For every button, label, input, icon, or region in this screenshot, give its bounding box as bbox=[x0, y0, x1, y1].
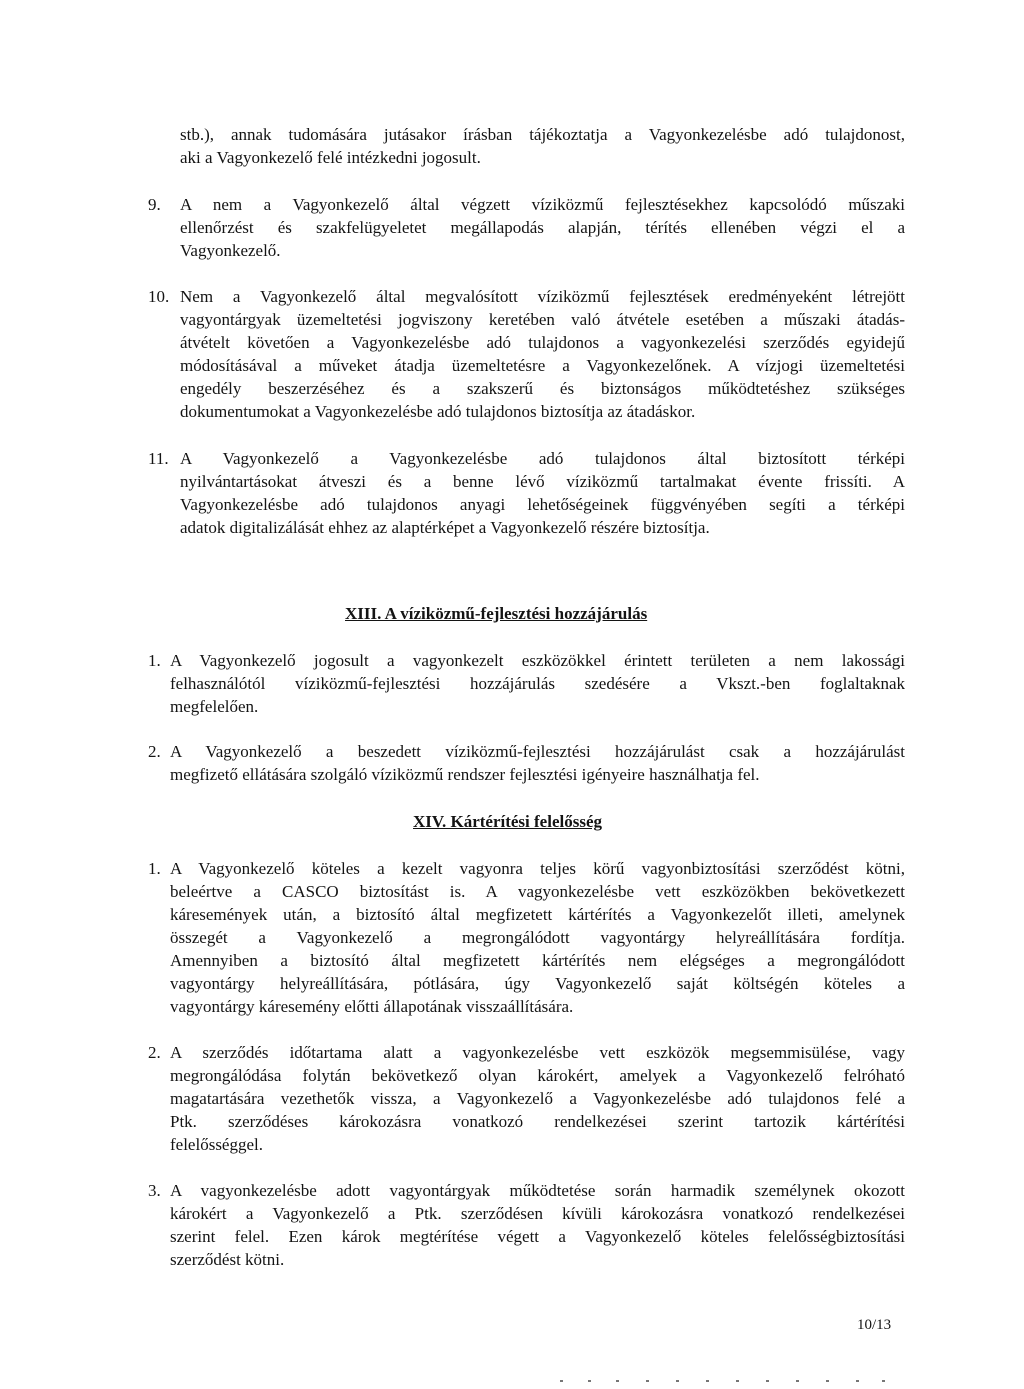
paragraph-line: engedély beszerzéséhez és a szakszerű és biztonságos működtetéshez szükséges bbox=[180, 379, 905, 398]
item-number: 1. bbox=[148, 859, 161, 878]
paragraph-line: szerint felel. Ezen károk megtérítése végett a Vagyonkezelő köteles felelősségbiztosítási bbox=[170, 1227, 905, 1246]
paragraph-line: adatok digitalizálását ehhez az alaptérképet a Vagyonkezelő részére biztosítja. bbox=[180, 518, 710, 537]
paragraph-line: A Vagyonkezelő jogosult a vagyonkezelt eszközökkel érintett területen a nem lakossági bbox=[170, 651, 905, 670]
item-number: 2. bbox=[148, 1043, 161, 1062]
paragraph-line: A vagyonkezelésbe adott vagyontárgyak működtetése során harmadik személynek okozott bbox=[170, 1181, 905, 1200]
paragraph-line: vagyontárgyak üzemeltetési jogviszony keretében való átvétele esetében a műszaki átadás- bbox=[180, 310, 905, 329]
paragraph-line: ellenőrzést és szakfelügyeletet megállapodás alapján, térítés ellenében végzi el a bbox=[180, 218, 905, 237]
paragraph-line: stb.), annak tudomására jutásakor írásban tájékoztatja a Vagyonkezelésbe adó tulajdonost, bbox=[180, 125, 905, 144]
item-number: 2. bbox=[148, 742, 161, 761]
paragraph-line: Ptk. szerződéses károkozásra vonatkozó rendelkezései szerint tartozik kártérítési bbox=[170, 1112, 905, 1131]
paragraph-line: A Vagyonkezelő a beszedett víziközmű-fejlesztési hozzájárulást csak a hozzájárulást bbox=[170, 742, 905, 761]
paragraph-line: károkért a Vagyonkezelő a Ptk. szerződésen kívüli károkozásra vonatkozó rendelkezései bbox=[170, 1204, 905, 1223]
paragraph-line: megfelelően. bbox=[170, 697, 259, 716]
paragraph-line: A Vagyonkezelő a Vagyonkezelésbe adó tulajdonos által biztosított térképi bbox=[180, 449, 905, 468]
paragraph-line: felhasználótól víziközmű-fejlesztési hozzájárulás szedésére a Vkszt.-ben foglaltaknak bbox=[170, 674, 905, 693]
paragraph-line: szerződést kötni. bbox=[170, 1250, 285, 1269]
paragraph-line: beleértve a CASCO biztosítást is. A vagyonkezelésbe vett eszközökben bekövetkezett bbox=[170, 882, 905, 901]
paragraph-line: Nem a Vagyonkezelő által megvalósított víziközmű fejlesztések eredményeként létrejött bbox=[180, 287, 905, 306]
paragraph-line: nyilvántartásokat átveszi és a benne lévő víziközmű tartalmakat évente frissíti. A bbox=[180, 472, 905, 491]
paragraph-line: A nem a Vagyonkezelő által végzett víziközmű fejlesztésekhez kapcsolódó műszaki bbox=[180, 195, 905, 214]
paragraph-line: megrongálódása folytán bekövetkező olyan károkért, amelyek a Vagyonkezelő felróható bbox=[170, 1066, 905, 1085]
paragraph-line: Amennyiben a biztosító által megfizetett kártérítés nem elégséges a megrongálódott bbox=[170, 951, 905, 970]
page-number: 10/13 bbox=[857, 1317, 892, 1333]
paragraph-line: összegét a Vagyonkezelő a megrongálódott vagyontárgy helyreállítására fordítja. bbox=[170, 928, 905, 947]
paragraph-line: megfizető ellátására szolgáló víziközmű rendszer fejlesztési igényeire használhatja fel. bbox=[170, 765, 760, 784]
item-number: 1. bbox=[148, 651, 161, 670]
paragraph-line: átvételt követően a Vagyonkezelésbe adó tulajdonos a vagyonkezelési szerződés egyidejű bbox=[180, 333, 905, 352]
paragraph-line: dokumentumokat a Vagyonkezelésbe adó tulajdonos biztosítja az átadáskor. bbox=[180, 402, 696, 421]
paragraph-line: káresemények után, a biztosító által megfizetett kártérítés a Vagyonkezelőt illeti, amelynek bbox=[170, 905, 905, 924]
paragraph-line: A Vagyonkezelő köteles a kezelt vagyonra teljes körű vagyonbiztosítási szerződést kötni, bbox=[170, 859, 905, 878]
item-number: 9. bbox=[148, 195, 161, 214]
item-number: 3. bbox=[148, 1181, 161, 1200]
paragraph-line: Vagyonkezelő. bbox=[180, 241, 281, 260]
scan-artifact bbox=[560, 1378, 890, 1384]
section-heading: XIV. Kártérítési felelősség bbox=[413, 812, 602, 831]
item-number: 10. bbox=[148, 287, 170, 306]
section-heading: XIII. A víziközmű-fejlesztési hozzájárulás bbox=[345, 604, 648, 623]
paragraph-line: aki a Vagyonkezelő felé intézkedni jogosult. bbox=[180, 148, 481, 167]
paragraph-line: magatartására vezethetők vissza, a Vagyonkezelő a Vagyonkezelésbe adó tulajdonos felé a bbox=[170, 1089, 905, 1108]
item-number: 11. bbox=[148, 449, 169, 468]
paragraph-line: vagyontárgy helyreállítására, pótlására, úgy Vagyonkezelő saját költségén köteles a bbox=[170, 974, 905, 993]
paragraph-line: módosításával a műveket átadja üzemeltetésre a Vagyonkezelőnek. A vízjogi üzemeltetési bbox=[180, 356, 905, 375]
paragraph-line: felelősséggel. bbox=[170, 1135, 263, 1154]
paragraph-line: Vagyonkezelésbe adó tulajdonos anyagi lehetőségeinek függvényében segíti a térképi bbox=[180, 495, 905, 514]
paragraph-line: A szerződés időtartama alatt a vagyonkezelésbe vett eszközök megsemmisülése, vagy bbox=[170, 1043, 905, 1062]
paragraph-line: vagyontárgy káresemény előtti állapotának visszaállítására. bbox=[170, 997, 574, 1016]
